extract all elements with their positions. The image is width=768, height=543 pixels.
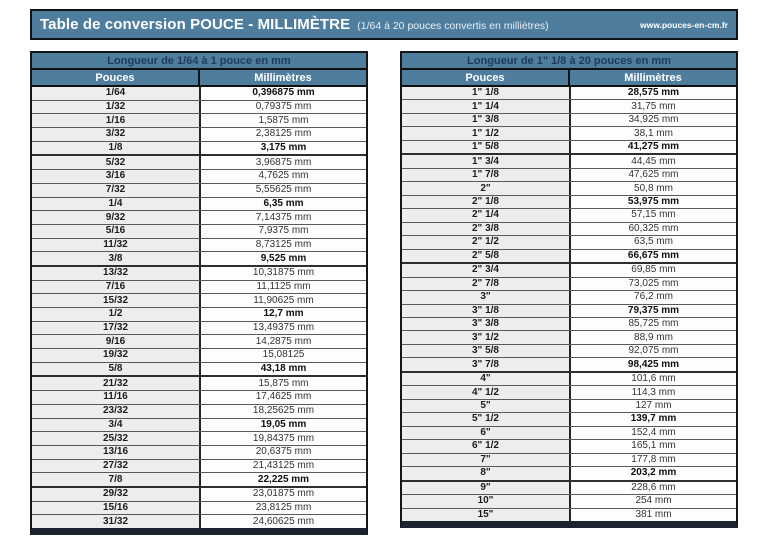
millimetres-cell: 98,425 mm xyxy=(569,358,736,370)
millimetres-cell: 14,2875 mm xyxy=(199,335,366,348)
pouces-cell: 13/32 xyxy=(32,267,199,280)
millimetres-cell: 66,675 mm xyxy=(569,250,736,262)
millimetres-cell: 2,38125 mm xyxy=(199,128,366,141)
pouces-cell: 3" 7/8 xyxy=(402,358,569,370)
millimetres-cell: 63,5 mm xyxy=(569,236,736,248)
column-header-millimetres: Millimètres xyxy=(198,70,366,85)
pouces-cell: 4" xyxy=(402,373,569,385)
pouces-cell: 6" 1/2 xyxy=(402,440,569,452)
table-row xyxy=(402,100,736,113)
millimetres-cell: 69,85 mm xyxy=(569,264,736,276)
table-row xyxy=(32,170,366,184)
pouces-cell: 1" 3/8 xyxy=(402,114,569,126)
table-row xyxy=(32,101,366,115)
table-row xyxy=(402,509,736,521)
pouces-cell: 25/32 xyxy=(32,432,199,445)
pouces-cell: 8" xyxy=(402,467,569,479)
millimetres-cell: 11,1125 mm xyxy=(199,281,366,294)
millimetres-cell: 38,1 mm xyxy=(569,127,736,139)
table-row xyxy=(402,223,736,236)
table-row xyxy=(402,427,736,440)
table-row xyxy=(32,335,366,349)
table-row xyxy=(32,377,366,391)
pouces-cell: 23/32 xyxy=(32,405,199,418)
table-row xyxy=(32,446,366,460)
pouces-cell: 19/32 xyxy=(32,349,199,362)
pouces-cell: 15/16 xyxy=(32,502,199,515)
millimetres-cell: 92,075 mm xyxy=(569,345,736,357)
pouces-cell: 9/32 xyxy=(32,211,199,224)
millimetres-cell: 23,8125 mm xyxy=(199,502,366,515)
pouces-cell: 3" 1/8 xyxy=(402,305,569,317)
table-row xyxy=(32,432,366,446)
table-row xyxy=(402,236,736,249)
page-subtitle: (1/64 à 20 pouces convertis en milliètres) xyxy=(357,19,549,32)
table-row xyxy=(32,322,366,336)
pouces-cell: 1" 1/2 xyxy=(402,127,569,139)
conversion-table-inches xyxy=(400,51,738,528)
column-header-pouces: Pouces xyxy=(95,71,135,84)
table-row xyxy=(402,127,736,140)
millimetres-cell: 15,08125 xyxy=(199,349,366,362)
pouces-cell: 7/16 xyxy=(32,281,199,294)
table-row xyxy=(402,331,736,344)
pouces-cell: 11/32 xyxy=(32,239,199,252)
table-row xyxy=(32,142,366,157)
pouces-cell: 1" 3/4 xyxy=(402,155,569,167)
table-row xyxy=(402,495,736,508)
table-row xyxy=(402,209,736,222)
pouces-cell: 7" xyxy=(402,454,569,466)
pouces-cell: 1/2 xyxy=(32,308,199,321)
pouces-cell: 2" 7/8 xyxy=(402,278,569,290)
conversion-table-fractions xyxy=(30,51,368,535)
pouces-cell: 5/16 xyxy=(32,225,199,238)
table-row xyxy=(32,281,366,295)
millimetres-cell: 228,6 mm xyxy=(569,482,736,494)
table-row xyxy=(402,196,736,209)
page-title: Table de conversion POUCE - MILLIMÈTRE xyxy=(40,16,351,33)
millimetres-cell: 44,45 mm xyxy=(569,155,736,167)
pouces-cell: 1/32 xyxy=(32,101,199,114)
millimetres-cell: 7,14375 mm xyxy=(199,211,366,224)
table-row xyxy=(32,515,366,528)
millimetres-cell: 73,025 mm xyxy=(569,278,736,290)
millimetres-cell: 152,4 mm xyxy=(569,427,736,439)
pouces-cell: 9/16 xyxy=(32,335,199,348)
table-row xyxy=(402,454,736,467)
pouces-cell: 1" 1/4 xyxy=(402,100,569,112)
millimetres-cell: 10,31875 mm xyxy=(199,267,366,280)
pouces-cell: 21/32 xyxy=(32,377,199,390)
table-row xyxy=(402,482,736,495)
pouces-cell: 2" 1/4 xyxy=(402,209,569,221)
millimetres-cell: 19,05 mm xyxy=(199,419,366,432)
millimetres-cell: 101,6 mm xyxy=(569,373,736,385)
table-row xyxy=(402,291,736,304)
pouces-cell: 5" 1/2 xyxy=(402,413,569,425)
millimetres-cell: 11,90625 mm xyxy=(199,294,366,307)
millimetres-cell: 17,4625 mm xyxy=(199,391,366,404)
millimetres-cell: 203,2 mm xyxy=(569,467,736,479)
pouces-cell: 1" 7/8 xyxy=(402,169,569,181)
millimetres-cell: 254 mm xyxy=(569,495,736,507)
millimetres-cell: 13,49375 mm xyxy=(199,322,366,335)
pouces-cell: 5/32 xyxy=(32,156,199,169)
pouces-cell: 7/32 xyxy=(32,184,199,197)
table-row xyxy=(32,473,366,488)
millimetres-cell: 20,6375 mm xyxy=(199,446,366,459)
millimetres-cell: 381 mm xyxy=(569,509,736,521)
pouces-cell: 31/32 xyxy=(32,515,199,528)
millimetres-cell: 7,9375 mm xyxy=(199,225,366,238)
millimetres-cell: 43,18 mm xyxy=(199,363,366,376)
millimetres-cell: 41,275 mm xyxy=(569,141,736,153)
pouces-cell: 3/4 xyxy=(32,419,199,432)
table-row xyxy=(402,182,736,195)
table-row xyxy=(32,363,366,378)
column-header-pouces: Pouces xyxy=(465,71,505,84)
pouces-cell: 17/32 xyxy=(32,322,199,335)
pouces-cell: 1/16 xyxy=(32,114,199,127)
table-row xyxy=(402,345,736,358)
table-body xyxy=(32,87,366,528)
table-row xyxy=(32,225,366,239)
pouces-cell: 3" 1/2 xyxy=(402,331,569,343)
table-row xyxy=(402,318,736,331)
pouces-cell: 3/32 xyxy=(32,128,199,141)
table-title: Longueur de 1" 1/8 à 20 pouces en mm xyxy=(402,53,736,70)
millimetres-cell: 47,625 mm xyxy=(569,169,736,181)
pouces-cell: 9" xyxy=(402,482,569,494)
table-row xyxy=(32,405,366,419)
millimetres-cell: 22,225 mm xyxy=(199,473,366,486)
millimetres-cell: 18,25625 mm xyxy=(199,405,366,418)
table-row xyxy=(32,87,366,101)
table-row xyxy=(32,460,366,474)
millimetres-cell: 8,73125 mm xyxy=(199,239,366,252)
table-column-headers xyxy=(402,70,736,87)
millimetres-cell: 31,75 mm xyxy=(569,100,736,112)
table-row xyxy=(402,155,736,168)
millimetres-cell: 53,975 mm xyxy=(569,196,736,208)
millimetres-cell: 24,60625 mm xyxy=(199,515,366,528)
pouces-cell: 1/64 xyxy=(32,87,199,100)
millimetres-cell: 15,875 mm xyxy=(199,377,366,390)
millimetres-cell: 165,1 mm xyxy=(569,440,736,452)
table-row xyxy=(402,169,736,182)
millimetres-cell: 60,325 mm xyxy=(569,223,736,235)
pouces-cell: 1/8 xyxy=(32,142,199,155)
millimetres-cell: 0,396875 mm xyxy=(199,87,366,100)
table-column-headers xyxy=(32,70,366,87)
pouces-cell: 1" 5/8 xyxy=(402,141,569,153)
table-row xyxy=(32,502,366,516)
millimetres-cell: 4,7625 mm xyxy=(199,170,366,183)
pouces-cell: 5" xyxy=(402,400,569,412)
millimetres-cell: 3,175 mm xyxy=(199,142,366,155)
table-row xyxy=(32,349,366,363)
pouces-cell: 11/16 xyxy=(32,391,199,404)
table-row xyxy=(402,467,736,481)
millimetres-cell: 57,15 mm xyxy=(569,209,736,221)
table-row xyxy=(402,87,736,100)
pouces-cell: 1" 1/8 xyxy=(402,87,569,99)
table-row xyxy=(32,252,366,267)
table-row xyxy=(32,488,366,502)
table-row xyxy=(32,239,366,253)
pouces-cell: 2" 5/8 xyxy=(402,250,569,262)
millimetres-cell: 76,2 mm xyxy=(569,291,736,303)
millimetres-cell: 79,375 mm xyxy=(569,305,736,317)
table-row xyxy=(32,198,366,212)
millimetres-cell: 0,79375 mm xyxy=(199,101,366,114)
millimetres-cell: 5,55625 mm xyxy=(199,184,366,197)
table-row xyxy=(32,267,366,281)
millimetres-cell: 3,96875 mm xyxy=(199,156,366,169)
millimetres-cell: 21,43125 mm xyxy=(199,460,366,473)
pouces-cell: 3" 5/8 xyxy=(402,345,569,357)
table-row xyxy=(32,211,366,225)
pouces-cell: 3" 3/8 xyxy=(402,318,569,330)
table-row xyxy=(402,413,736,426)
pouces-cell: 1/4 xyxy=(32,198,199,211)
millimetres-cell: 9,525 mm xyxy=(199,252,366,265)
millimetres-cell: 19,84375 mm xyxy=(199,432,366,445)
column-header-millimetres: Millimètres xyxy=(568,70,736,85)
millimetres-cell: 127 mm xyxy=(569,400,736,412)
table-row xyxy=(402,114,736,127)
millimetres-cell: 12,7 mm xyxy=(199,308,366,321)
millimetres-cell: 6,35 mm xyxy=(199,198,366,211)
table-row xyxy=(32,114,366,128)
pouces-cell: 3/16 xyxy=(32,170,199,183)
pouces-cell: 2" xyxy=(402,182,569,194)
table-row xyxy=(402,373,736,386)
table-row xyxy=(32,391,366,405)
table-row xyxy=(32,294,366,308)
pouces-cell: 3/8 xyxy=(32,252,199,265)
pouces-cell: 7/8 xyxy=(32,473,199,486)
millimetres-cell: 28,575 mm xyxy=(569,87,736,99)
millimetres-cell: 88,9 mm xyxy=(569,331,736,343)
table-row xyxy=(402,440,736,453)
millimetres-cell: 85,725 mm xyxy=(569,318,736,330)
table-row xyxy=(32,128,366,142)
millimetres-cell: 1,5875 mm xyxy=(199,114,366,127)
millimetres-cell: 139,7 mm xyxy=(569,413,736,425)
table-row xyxy=(402,141,736,155)
pouces-cell: 3" xyxy=(402,291,569,303)
pouces-cell: 2" 1/8 xyxy=(402,196,569,208)
table-row xyxy=(402,264,736,277)
pouces-cell: 5/8 xyxy=(32,363,199,376)
millimetres-cell: 177,8 mm xyxy=(569,454,736,466)
pouces-cell: 29/32 xyxy=(32,488,199,501)
website-link[interactable]: www.pouces-en-cm.fr xyxy=(639,19,728,30)
pouces-cell: 15" xyxy=(402,509,569,521)
table-row xyxy=(402,386,736,399)
pouces-cell: 13/16 xyxy=(32,446,199,459)
pouces-cell: 27/32 xyxy=(32,460,199,473)
table-row xyxy=(32,419,366,433)
table-row xyxy=(402,305,736,318)
table-row xyxy=(402,400,736,413)
page-header xyxy=(30,9,738,40)
pouces-cell: 2" 1/2 xyxy=(402,236,569,248)
pouces-cell: 6" xyxy=(402,427,569,439)
pouces-cell: 10" xyxy=(402,495,569,507)
table-title: Longueur de 1/64 à 1 pouce en mm xyxy=(32,53,366,70)
table-row xyxy=(402,358,736,372)
millimetres-cell: 34,925 mm xyxy=(569,114,736,126)
millimetres-cell: 50,8 mm xyxy=(569,182,736,194)
table-row xyxy=(32,184,366,198)
table-row xyxy=(32,308,366,322)
pouces-cell: 2" 3/8 xyxy=(402,223,569,235)
table-row xyxy=(32,156,366,170)
table-row xyxy=(402,278,736,291)
pouces-cell: 4" 1/2 xyxy=(402,386,569,398)
millimetres-cell: 114,3 mm xyxy=(569,386,736,398)
table-body xyxy=(402,87,736,521)
millimetres-cell: 23,01875 mm xyxy=(199,488,366,501)
pouces-cell: 2" 3/4 xyxy=(402,264,569,276)
pouces-cell: 15/32 xyxy=(32,294,199,307)
table-row xyxy=(402,250,736,264)
